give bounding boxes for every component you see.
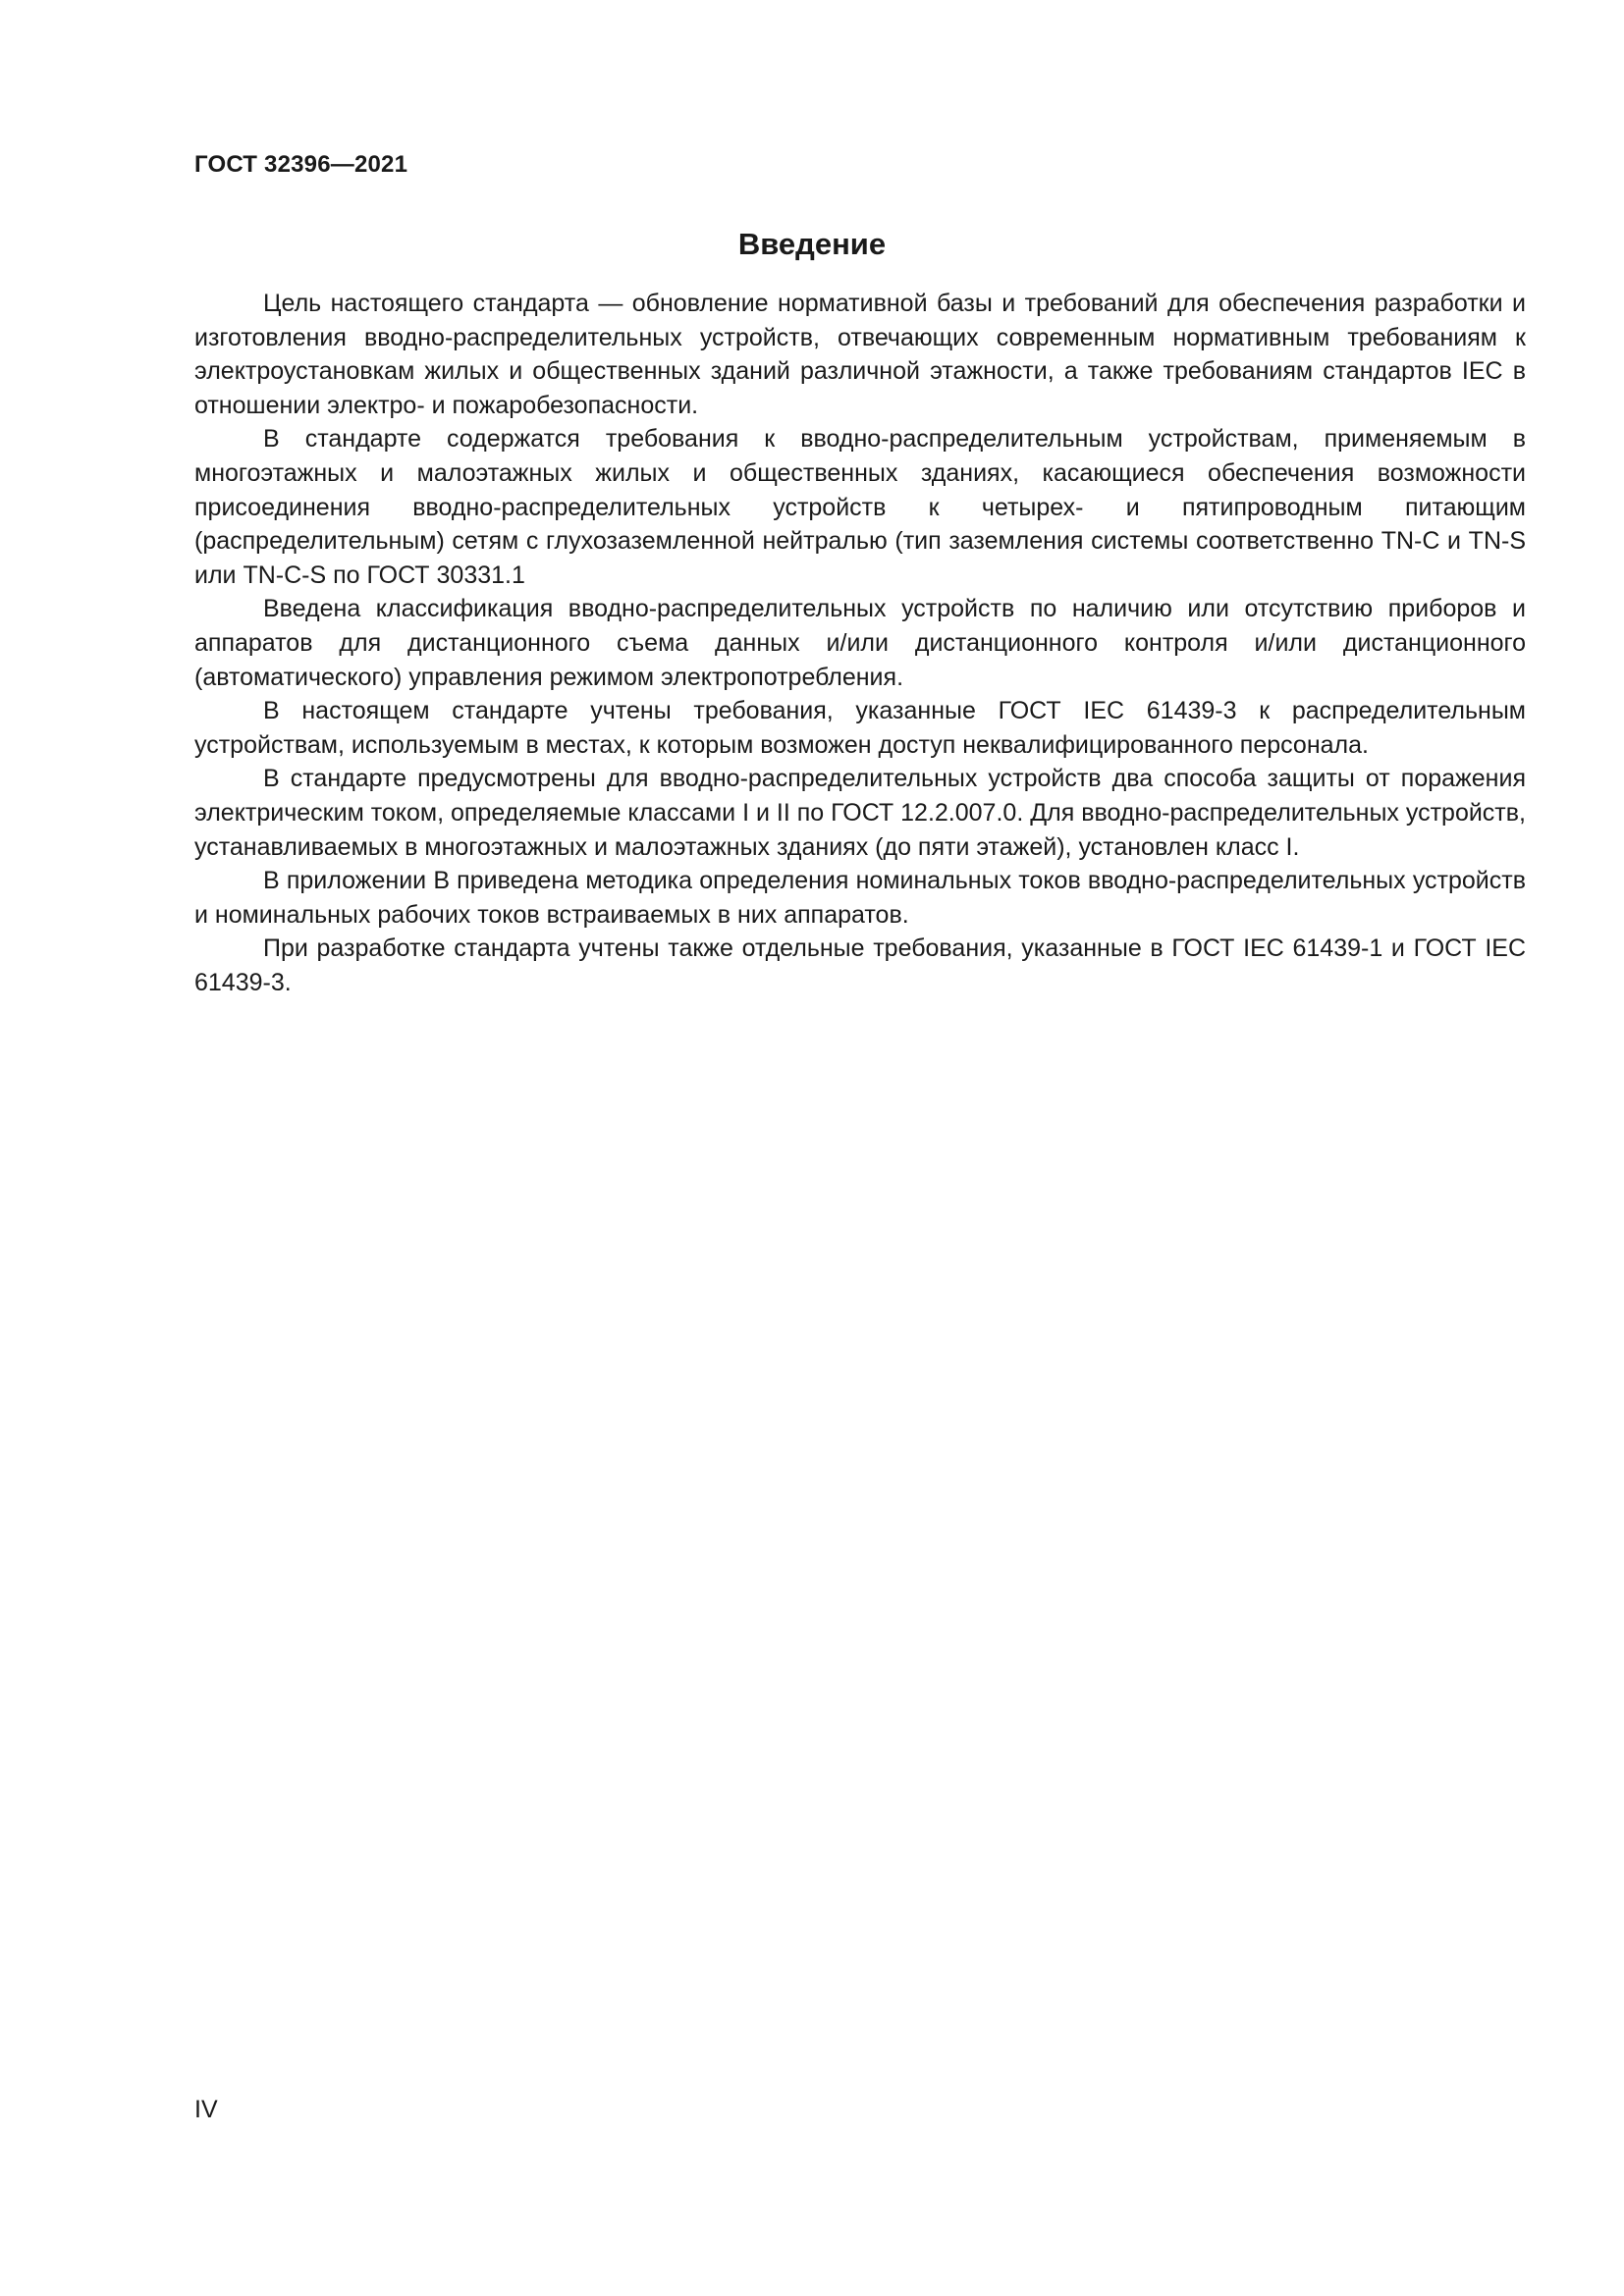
paragraph: В настоящем стандарте учтены требования, указанные ГОСТ IEC 61439-3 к распределительным устройствам, используемым в местах, к которым возможен доступ неквалифицированного персонала.	[194, 697, 1526, 759]
document-code: ГОСТ 32396—2021	[194, 151, 408, 178]
paragraph: В приложении В приведена методика определения номинальных токов вводно-распределительных устройств и номинальных рабочих токов встраиваемых в них аппаратов.	[194, 867, 1526, 929]
paragraph: Цель настоящего стандарта — обновление нормативной базы и требований для обеспечения разработки и изготовления вводно-распределительных устройств, отвечающих современным нормативным требованиям к электроустановкам жилых и общественных зданий различной этажности, а также требованиям стандартов IEC в отношении электро- и пожаробезопасности.	[194, 290, 1526, 419]
paragraph: В стандарте содержатся требования к вводно-распределительным устройствам, применяемым в многоэтажных и малоэтажных жилых и общественных зданиях, касающиеся обеспечения возможности присоединения вводно-распределительных устройств к четырех- и пятипроводным питающим (распределительным) сетям с глухозаземленной нейтралью (тип заземления системы соответственно TN-C и TN-S или TN-C-S по ГОСТ 30331.1	[194, 425, 1526, 589]
paragraph: При разработке стандарта учтены также отдельные требования, указанные в ГОСТ IEC 61439-1 и ГОСТ IEC 61439-3.	[194, 934, 1526, 996]
page-number: IV	[194, 2096, 218, 2123]
section-title: Введение	[737, 227, 887, 261]
intro-body	[194, 287, 1526, 999]
paragraph: В стандарте предусмотрены для вводно-распределительных устройств два способа защиты от поражения электрическим током, определяемые классами I и II по ГОСТ 12.2.007.0. Для вводно-распределительных устройств, устанавливаемых в многоэтажных и малоэтажных зданиях (до пяти этажей), установлен класс I.	[194, 765, 1526, 861]
paragraph: Введена классификация вводно-распределительных устройств по наличию или отсутствию приборов и аппаратов для дистанционного съема данных и/или дистанционного контроля и/или дистанционного (автоматического) управления режимом электропотребления.	[194, 595, 1526, 691]
